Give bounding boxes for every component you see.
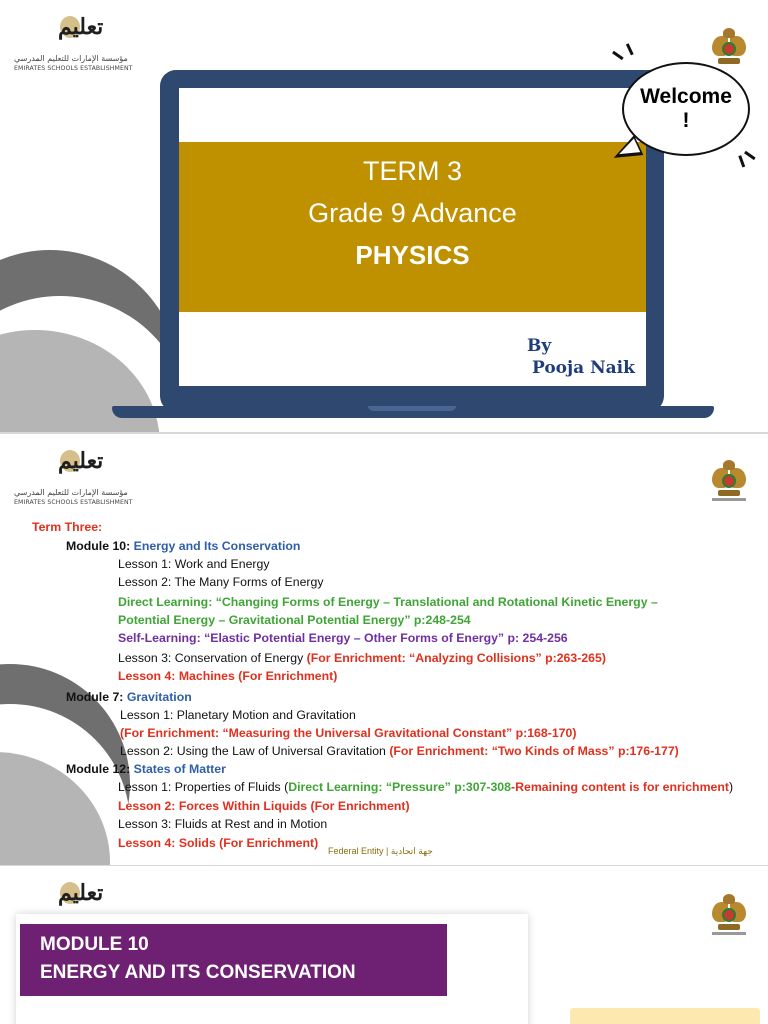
lesson-item: Lesson 1: Work and Energy (118, 557, 270, 571)
term-title: TERM 3 (362, 156, 462, 186)
lesson-item (118, 651, 606, 665)
direct-learning-line: Direct Learning: “Changing Forms of Energy – Translational and Rotational Kinetic Energy – (118, 595, 658, 609)
welcome-exclamation: ! (682, 109, 690, 132)
uae-crest-icon (712, 894, 746, 938)
lesson-text: ) (728, 780, 734, 794)
ese-logo (14, 448, 142, 512)
module-title: Energy and Its Conservation (133, 539, 301, 553)
enrichment-note: (For Enrichment: “Two Kinds of Mass” p:176-177) (389, 744, 679, 758)
module-label: Module 7: (66, 690, 124, 704)
spark-mark (626, 43, 633, 55)
lesson-item: Lesson 4: Solids (For Enrichment) (118, 836, 319, 850)
logo-mark: تعليم (58, 14, 104, 40)
spark-mark (612, 51, 623, 60)
spark-mark (744, 151, 755, 160)
logo-mark: تعليم (58, 880, 104, 906)
federal-entity-en: Federal Entity | (328, 846, 391, 856)
uae-crest-icon (712, 460, 746, 504)
by-label: By (527, 336, 552, 356)
lesson-item: Lesson 3: Fluids at Rest and in Motion (118, 817, 328, 831)
term-heading: Term Three: (32, 520, 103, 534)
lesson-item: Lesson 2: Forces Within Liquids (For Enrichment) (118, 799, 410, 813)
laptop-notch (368, 406, 456, 411)
self-learning-line (118, 631, 568, 645)
module-10-heading (66, 539, 300, 553)
federal-entity-ar: جهة اتحادية (390, 846, 433, 856)
self-learning-label: Self-Learning: (118, 631, 201, 645)
self-learning-text: “Elastic Potential Energy – Other Forms of Energy” p: 254-256 (200, 631, 568, 645)
direct-learning-note: Direct Learning: “Pressure” p:307-308 (288, 780, 511, 794)
lesson-item: Lesson 2: The Many Forms of Energy (118, 575, 324, 589)
ese-logo (14, 14, 142, 78)
lesson-text: Lesson 2: Using the Law of Universal Gravitation (120, 744, 390, 758)
author-name: Pooja Naik (532, 358, 635, 378)
enrichment-note: (For Enrichment: “Analyzing Collisions” p:263-265) (306, 651, 606, 665)
module-label: Module 12: (66, 762, 131, 776)
spark-mark (739, 155, 745, 167)
lesson-text: Lesson 1: Properties of Fluids ( (118, 780, 289, 794)
logo-arabic-name: مؤسسة الإمارات للتعليم المدرسي (14, 488, 128, 497)
module-12-heading (66, 762, 226, 776)
welcome-text: Welcome (640, 85, 732, 108)
lesson-item (118, 780, 733, 794)
welcome-speech-bubble (612, 48, 762, 164)
welcome-bubble-body (622, 62, 750, 156)
enrichment-note: -Remaining content is for enrichment (511, 780, 729, 794)
lesson-item (120, 744, 679, 758)
note-box (570, 1008, 760, 1024)
module-title: ENERGY AND ITS CONSERVATION (40, 962, 356, 983)
logo-english-name: EMIRATES SCHOOLS ESTABLISHMENT (14, 65, 133, 72)
enrichment-note: (For Enrichment: “Measuring the Universal Gravitational Constant” p:168-170) (120, 726, 577, 740)
logo-arabic-name: مؤسسة الإمارات للتعليم المدرسي (14, 54, 128, 63)
module-title: States of Matter (133, 762, 226, 776)
module-title: Gravitation (126, 690, 192, 704)
curriculum-slide (0, 434, 768, 866)
logo-english-name: EMIRATES SCHOOLS ESTABLISHMENT (14, 499, 133, 506)
title-slide (0, 0, 768, 434)
lesson-item: Lesson 4: Machines (For Enrichment) (118, 669, 338, 683)
federal-entity-footer (328, 846, 433, 857)
direct-learning-line: Potential Energy – Gravitational Potential Energy” p:248-254 (118, 613, 471, 627)
module-7-heading (66, 690, 192, 704)
grade-title: Grade 9 Advance (308, 198, 517, 228)
lesson-text: Lesson 3: Conservation of Energy (118, 651, 307, 665)
module-slide (0, 866, 768, 1024)
module-label: Module 10: (66, 539, 131, 553)
lesson-item: Lesson 1: Planetary Motion and Gravitation (120, 708, 356, 722)
logo-mark: تعليم (58, 448, 104, 474)
module-number: MODULE 10 (40, 934, 149, 955)
subject-title: PHYSICS (355, 240, 470, 270)
